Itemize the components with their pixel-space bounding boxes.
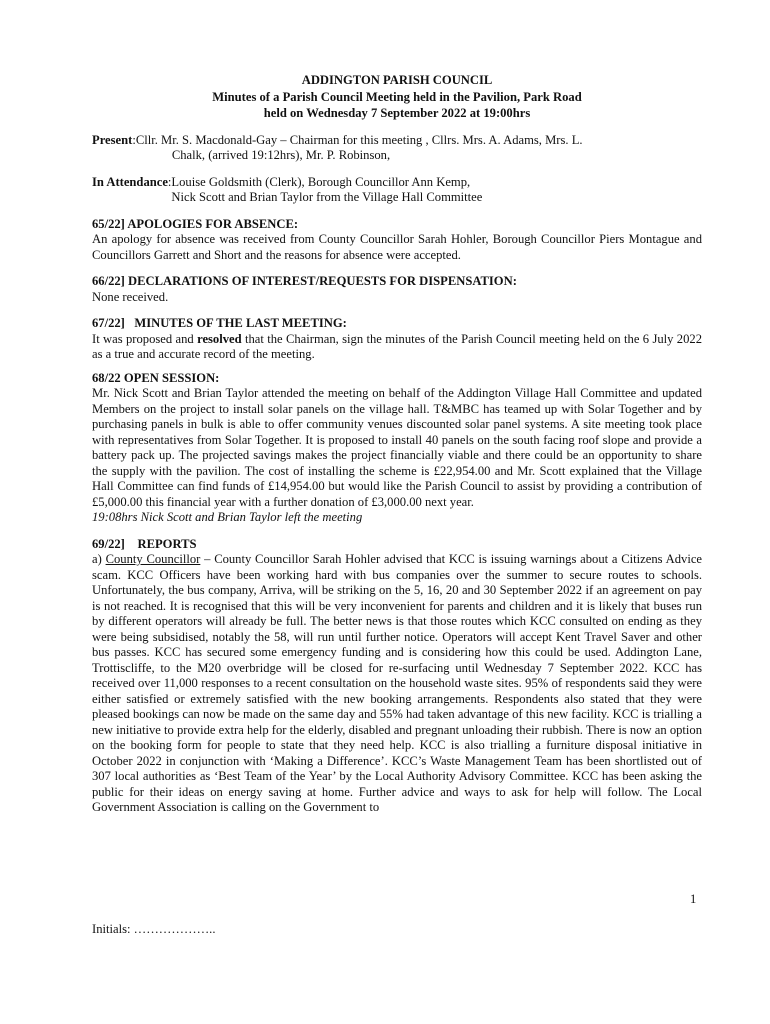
meeting-title: Minutes of a Parish Council Meeting held in the Pavilion, Park Road (212, 89, 582, 104)
attendance-label: In Attendance (92, 174, 168, 189)
minutes-text-b: that the Chairman, sign the minutes of the Parish Council meeting held on the 6 July 2022 as a true and accurate record of the meeting. (92, 331, 702, 361)
county-councillor-subheading: County Councillor (105, 552, 201, 566)
attendance-colon: : (167, 174, 172, 189)
declarations-text: None received. (92, 289, 169, 304)
present-block (92, 133, 702, 164)
reports-heading: 69/22] REPORTS (92, 536, 197, 551)
resolved-keyword: resolved (197, 331, 242, 346)
open-session-note: 19:08hrs Nick Scott and Brian Taylor left the meeting (92, 510, 363, 524)
present-colon: : (132, 132, 136, 147)
present-line-2: Chalk, (arrived 19:12hrs), Mr. P. Robinson, (171, 148, 391, 162)
attendance-line-2: Nick Scott and Brian Taylor from the Village Hall Committee (171, 190, 483, 204)
apologies-text: An apology for absence was received from County Councillor Sarah Hohler, Borough Councillor Piers Montague and Councillors Garrett and Short and the reasons for absence were accepted. (92, 232, 702, 262)
open-session-heading: 68/22 OPEN SESSION: (92, 370, 220, 385)
council-name: ADDINGTON PARISH COUNCIL (301, 73, 493, 87)
declarations-heading: 66/22] DECLARATIONS OF INTEREST/REQUESTS FOR DISPENSATION: (92, 274, 517, 288)
present-line-1: Cllr. Mr. S. Macdonald-Gay – Chairman for this meeting , Cllrs. Mrs. A. Adams, Mrs. L. (135, 132, 583, 147)
minutes-text-a: It was proposed and (92, 331, 198, 346)
reports-body: – County Councillor Sarah Hohler advised that KCC is issuing warnings about a Citizens Advice scam. KCC Officers have been working hard with bus companies over the summer to secure routes to schools. Unfortunately, the bus company, Arriva, will be striking on the 5, 16, 20 and 30 September 2022 if an agreement on pay is not reached. It is recognised that this will be very inconvenient for parents and children and it is likely that buses run by different operators will already be full. The better news is that those routes which KCC consulted on ending as they were being subsidised, notably the 58, will run until further notice. Operators will accept Kent Travel Saver and other bus passes. KCC has secured some emergency funding and is considering how this could be used. Addington Lane, Trottiscliffe, to the M20 overbridge will be closed for re-surfacing until Wednesday 7 September 2022. KCC has received over 11,000 responses to a recent consultation on the household waste sites. 95% of respondents said they were either satisfied or extremely satisfied with the new booking arrangements. Respondents also stated that they were pleased bookings can now be made on the same day and 55% had taken advantage of this new facility. KCC is trialling a new initiative to provide extra help for the elderly, disabled and pregnant unloading their rubbish. There is now an option on the booking form for people to state that they need help. KCC is also trialling a furniture disposal initiative in October 2022 in conjunction with ‘Making a Difference’. KCC’s Waste Management Team has been shortlisted out of 307 local authorities as ‘Best Team of the Year’ by the Local Authority Advisory Committee. KCC has been asking the public for their ideas on energy saving at home. Further advice and ways to ask for help will follow. The Local Government Association is calling on the Government to (92, 552, 703, 814)
present-label: Present (92, 132, 133, 147)
open-session-text: Mr. Nick Scott and Brian Taylor attended the meeting on behalf of the Addington Village Hall Committee and updated Members on the project to install solar panels on the village hall. T&MBC has teamed up with Solar Together and by purchasing panels in bulk is able to offer community venues discounted solar panel systems. A site meeting took place with representatives from Solar Together. It is proposed to install 40 panels on the south facing roof slope and provide a battery pack up. The projected savings makes the project financially viable and there could be an opportunity to share the supply with the pavilion. The cost of installing the scheme is £22,954.00 and Mr. Scott explained that the Village Hall Committee can find funds of £14,954.00 but would like the Parish Council to assist by providing a contribution of £5,000.00 this financial year with a further donation of £3,000.00 next year. (92, 386, 702, 509)
attendance-block (92, 175, 702, 206)
document-page (92, 72, 702, 816)
initials-line: Initials: ……………….. (92, 922, 216, 936)
reports-text (92, 552, 702, 816)
minutes-text (92, 332, 702, 363)
reports-prefix: a) (92, 552, 106, 566)
page-number: 1 (690, 892, 697, 906)
minutes-heading: 67/22] MINUTES OF THE LAST MEETING: (92, 316, 347, 330)
attendance-line-1: Louise Goldsmith (Clerk), Borough Councillor Ann Kemp, (171, 174, 471, 189)
meeting-date: held on Wednesday 7 September 2022 at 19:00hrs (263, 106, 531, 120)
apologies-heading: 65/22] APOLOGIES FOR ABSENCE: (92, 216, 299, 231)
